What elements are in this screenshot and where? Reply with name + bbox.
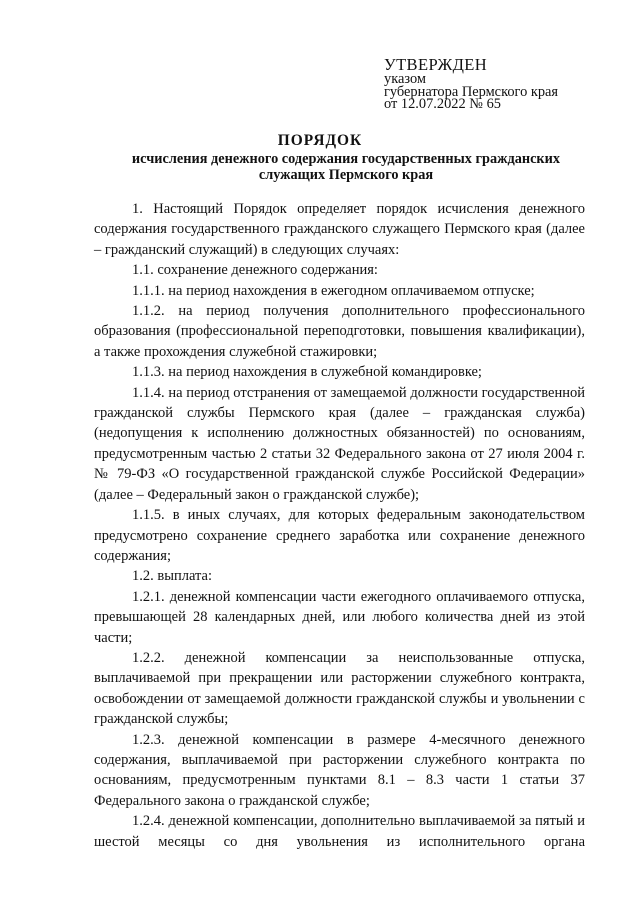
approval-stamp: [384, 56, 624, 111]
paragraph-1-2-1: 1.2.1. денежной компенсации части ежегодного оплачиваемого отпуска, превышающей 28 календарных дней, или любого количества дней из этой части;: [94, 588, 585, 646]
paragraph-1-2-3: 1.2.3. денежной компенсации в размере 4-месячного денежного содержания, выплачиваемой при расторжении служебного контракта по основаниям, предусмотренным пунктами 8.1 – 8.3 части 1 статьи 37 Федерального закона о гражданской службе;: [94, 731, 585, 809]
paragraph-1-1-5: 1.1.5. в иных случаях, для которых федеральным законодательством предусмотрено сохранение среднего заработка или сохранение денежного содержания;: [94, 507, 585, 564]
paragraph-1-1-1: 1.1.1. на период нахождения в ежегодном оплачиваемом отпуске;: [132, 282, 535, 299]
paragraph-1-1-2: 1.1.2. на период получения дополнительного профессионального образования (профессиональной переподготовки, повышения квалификации), а также прохождения служебной стажировки;: [94, 303, 585, 360]
approval-line-3: от 12.07.2022 № 65: [384, 96, 501, 112]
approval-line-1: указом: [384, 71, 426, 87]
paragraph-1-1-4: 1.1.4. на период отстранения от замещаемой должности государственной гражданской службы Пермского края (далее – гражданская служба) (недопущения к исполнению должностных обязанностей) по основаниям, предусмотренным частью 2 статьи 32 Федерального закона от 27 июля 2004 г. № 79-ФЗ «О государственной гражданской службе Российской Федерации» (далее – Федеральный закон о гражданской службе);: [94, 384, 585, 503]
document-title: ПОРЯДОК: [277, 132, 363, 149]
document-subtitle: исчисления денежного содержания государственных гражданских служащих Пермского края: [131, 151, 561, 183]
paragraph-1-2-4: 1.2.4. денежной компенсации, дополнительно выплачиваемой за пятый и шестой месяцы со дня увольнения из исполнительного органа: [94, 813, 585, 850]
paragraph-1-2-2: 1.2.2. денежной компенсации за неиспользованные отпуска, выплачиваемой при прекращении или расторжении служебного контракта, освобождении от замещаемой должности гражданской службы и увольнении с гражданской службы;: [94, 649, 585, 728]
approval-line-2: губернатора Пермского края: [384, 83, 559, 100]
paragraph-1-1-3: 1.1.3. на период нахождения в служебной командировке;: [132, 364, 482, 381]
paragraph-1-2: 1.2. выплата:: [132, 568, 212, 585]
paragraph-1: 1. Настоящий Порядок определяет порядок исчисления денежного содержания государственного гражданского служащего Пермского края (далее – гражданский служащий) в следующих случаях:: [94, 201, 585, 258]
approval-title: УТВЕРЖДЕН: [384, 55, 488, 74]
document-body: [94, 199, 585, 852]
paragraph-1-1: 1.1. сохранение денежного содержания:: [132, 262, 378, 279]
